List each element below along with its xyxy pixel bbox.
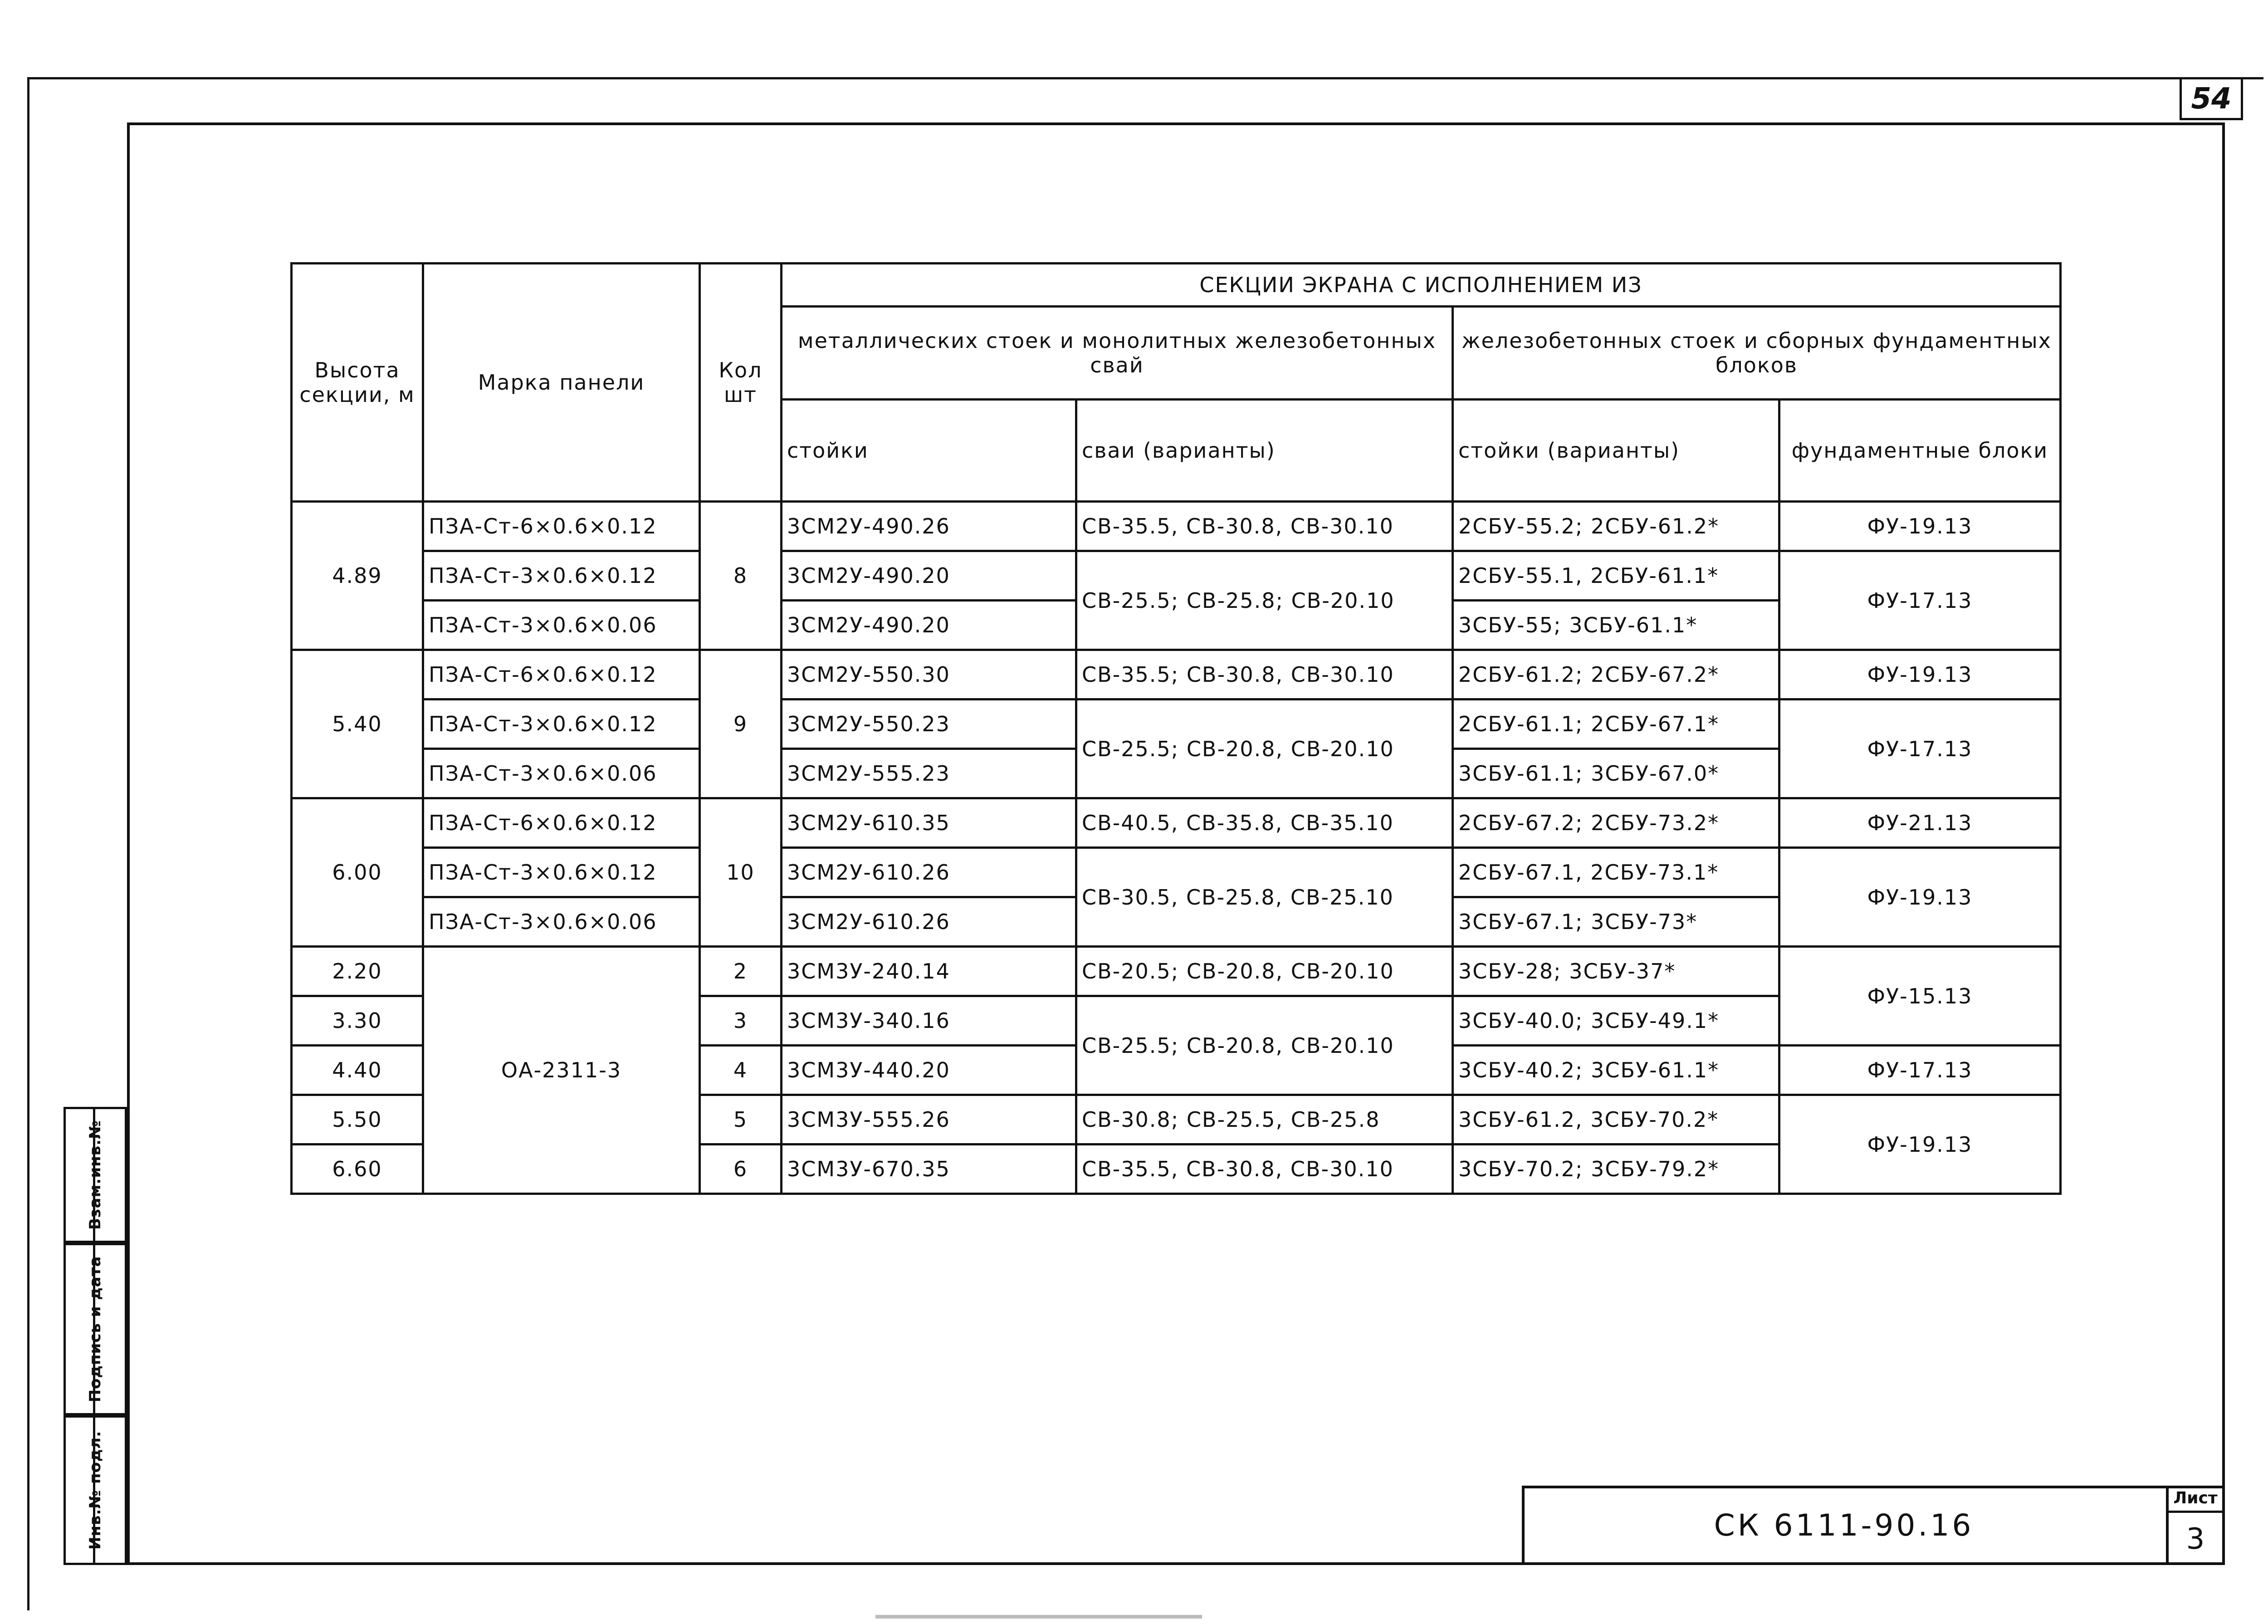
header-found-blocks: фундаментные блоки xyxy=(1779,400,2061,502)
header-count: Кол шт xyxy=(700,264,782,502)
block-cell: ФУ-17.13 xyxy=(1779,1046,2061,1095)
cposts-cell: 2СБУ-61.1; 2СБУ-67.1* xyxy=(1453,699,1779,749)
header-metal-group: металлических стоек и монолитных железобетонных свай xyxy=(782,307,1453,400)
count-cell: 9 xyxy=(700,650,782,798)
count-cell: 8 xyxy=(700,502,782,650)
table-row xyxy=(292,502,2061,551)
post-cell: 3СМ2У-610.26 xyxy=(782,848,1076,897)
spec-table xyxy=(290,262,2062,1195)
header-sections: СЕКЦИИ ЭКРАНА С ИСПОЛНЕНИЕМ ИЗ xyxy=(782,264,2061,307)
post-cell: 3СМ2У-610.35 xyxy=(782,798,1076,848)
cposts-cell: 3СБУ-61.1; 3СБУ-67.0* xyxy=(1453,749,1779,798)
piles-cell: СВ-20.5; СВ-20.8, СВ-20.10 xyxy=(1076,947,1453,996)
piles-cell: СВ-25.5; СВ-25.8; СВ-20.10 xyxy=(1076,551,1453,650)
post-cell: 3СМ3У-340.16 xyxy=(782,996,1076,1046)
count-cell: 2 xyxy=(700,947,782,996)
header-height: Высота секции, м xyxy=(292,264,423,502)
oa-panel-cell: ОА-2311-3 xyxy=(423,947,700,1194)
height-cell: 5.40 xyxy=(292,650,423,798)
table-row xyxy=(292,848,2061,897)
panel-cell: ПЗА-Ст-3×0.6×0.12 xyxy=(423,848,700,897)
cposts-cell: 3СБУ-70.2; 3СБУ-79.2* xyxy=(1453,1145,1779,1194)
height-cell: 3.30 xyxy=(292,996,423,1046)
block-cell: ФУ-19.13 xyxy=(1779,502,2061,551)
document-code: СК 6111-90.16 xyxy=(1714,1508,1974,1543)
post-cell: 3СМ2У-490.20 xyxy=(782,551,1076,601)
cposts-cell: 3СБУ-28; 3СБУ-37* xyxy=(1453,947,1779,996)
stamp-podpis-data-label: Подпись и дата xyxy=(86,1256,104,1403)
stamp-inv-podl-label: Инв.№ подл. xyxy=(86,1430,104,1550)
height-cell: 5.50 xyxy=(292,1095,423,1145)
stamp-vzam-inv-label: Взам.инв.№ xyxy=(86,1120,104,1230)
block-cell: ФУ-17.13 xyxy=(1779,699,2061,798)
table-row xyxy=(292,947,2061,996)
panel-cell: ПЗА-Ст-3×0.6×0.06 xyxy=(423,601,700,650)
cposts-cell: 2СБУ-55.1, 2СБУ-61.1* xyxy=(1453,551,1779,601)
header-piles: сваи (варианты) xyxy=(1076,400,1453,502)
panel-cell: ПЗА-Ст-6×0.6×0.12 xyxy=(423,650,700,699)
sheet-label: Лист xyxy=(2166,1486,2225,1513)
cposts-cell: 3СБУ-40.0; 3СБУ-49.1* xyxy=(1453,996,1779,1046)
cposts-cell: 2СБУ-61.2; 2СБУ-67.2* xyxy=(1453,650,1779,699)
piles-cell: СВ-25.5; СВ-20.8, СВ-20.10 xyxy=(1076,996,1453,1095)
count-cell: 10 xyxy=(700,798,782,947)
panel-cell: ПЗА-Ст-6×0.6×0.12 xyxy=(423,502,700,551)
count-cell: 5 xyxy=(700,1095,782,1145)
height-cell: 6.00 xyxy=(292,798,423,947)
block-cell: ФУ-15.13 xyxy=(1779,947,2061,1046)
count-cell: 4 xyxy=(700,1046,782,1095)
table-row xyxy=(292,551,2061,601)
count-cell: 6 xyxy=(700,1145,782,1194)
panel-cell: ПЗА-Ст-3×0.6×0.12 xyxy=(423,551,700,601)
piles-cell: СВ-30.5, СВ-25.8, СВ-25.10 xyxy=(1076,848,1453,947)
piles-cell: СВ-35.5, СВ-30.8, СВ-30.10 xyxy=(1076,1145,1453,1194)
cposts-cell: 3СБУ-61.2, 3СБУ-70.2* xyxy=(1453,1095,1779,1145)
post-cell: 3СМ3У-555.26 xyxy=(782,1095,1076,1145)
piles-cell: СВ-30.8; СВ-25.5, СВ-25.8 xyxy=(1076,1095,1453,1145)
sheet-number: 3 xyxy=(2186,1522,2205,1556)
post-cell: 3СМ2У-550.30 xyxy=(782,650,1076,699)
cposts-cell: 3СБУ-67.1; 3СБУ-73* xyxy=(1453,897,1779,947)
cposts-cell: 2СБУ-67.2; 2СБУ-73.2* xyxy=(1453,798,1779,848)
cposts-cell: 2СБУ-67.1, 2СБУ-73.1* xyxy=(1453,848,1779,897)
stamp-vzam-inv xyxy=(64,1107,127,1243)
header-concrete-group: железобетонных стоек и сборных фундаментных блоков xyxy=(1453,307,2061,400)
block-cell: ФУ-19.13 xyxy=(1779,650,2061,699)
piles-cell: СВ-35.5; СВ-30.8, СВ-30.10 xyxy=(1076,650,1453,699)
header-panel: Марка панели xyxy=(423,264,700,502)
stamp-podpis-data xyxy=(64,1243,127,1415)
post-cell: 3СМ2У-550.23 xyxy=(782,699,1076,749)
block-cell: ФУ-19.13 xyxy=(1779,1095,2061,1194)
post-cell: 3СМ3У-670.35 xyxy=(782,1145,1076,1194)
height-cell: 4.40 xyxy=(292,1046,423,1095)
post-cell: 3СМ2У-490.26 xyxy=(782,502,1076,551)
table-row xyxy=(292,798,2061,848)
page-number: 54 xyxy=(2180,77,2243,120)
panel-cell: ПЗА-Ст-3×0.6×0.06 xyxy=(423,749,700,798)
block-cell: ФУ-19.13 xyxy=(1779,848,2061,947)
post-cell: 3СМ3У-240.14 xyxy=(782,947,1076,996)
header-posts-variants: стойки (варианты) xyxy=(1453,400,1779,502)
scan-edge-mark xyxy=(875,1615,1202,1619)
cposts-cell: 2СБУ-55.2; 2СБУ-61.2* xyxy=(1453,502,1779,551)
post-cell: 3СМ2У-610.26 xyxy=(782,897,1076,947)
table-row xyxy=(292,699,2061,749)
count-cell: 3 xyxy=(700,996,782,1046)
panel-cell: ПЗА-Ст-3×0.6×0.12 xyxy=(423,699,700,749)
piles-cell: СВ-40.5, СВ-35.8, СВ-35.10 xyxy=(1076,798,1453,848)
cposts-cell: 3СБУ-40.2; 3СБУ-61.1* xyxy=(1453,1046,1779,1095)
panel-cell: ПЗА-Ст-3×0.6×0.06 xyxy=(423,897,700,947)
piles-cell: СВ-25.5; СВ-20.8, СВ-20.10 xyxy=(1076,699,1453,798)
block-cell: ФУ-17.13 xyxy=(1779,551,2061,650)
height-cell: 2.20 xyxy=(292,947,423,996)
piles-cell: СВ-35.5, СВ-30.8, СВ-30.10 xyxy=(1076,502,1453,551)
block-cell: ФУ-21.13 xyxy=(1779,798,2061,848)
table-row xyxy=(292,650,2061,699)
cposts-cell: 3СБУ-55; 3СБУ-61.1* xyxy=(1453,601,1779,650)
header-posts: стойки xyxy=(782,400,1076,502)
post-cell: 3СМ2У-555.23 xyxy=(782,749,1076,798)
height-cell: 4.89 xyxy=(292,502,423,650)
panel-cell: ПЗА-Ст-6×0.6×0.12 xyxy=(423,798,700,848)
height-cell: 6.60 xyxy=(292,1145,423,1194)
stamp-inv-podl xyxy=(64,1415,127,1565)
post-cell: 3СМ2У-490.20 xyxy=(782,601,1076,650)
post-cell: 3СМ3У-440.20 xyxy=(782,1046,1076,1095)
